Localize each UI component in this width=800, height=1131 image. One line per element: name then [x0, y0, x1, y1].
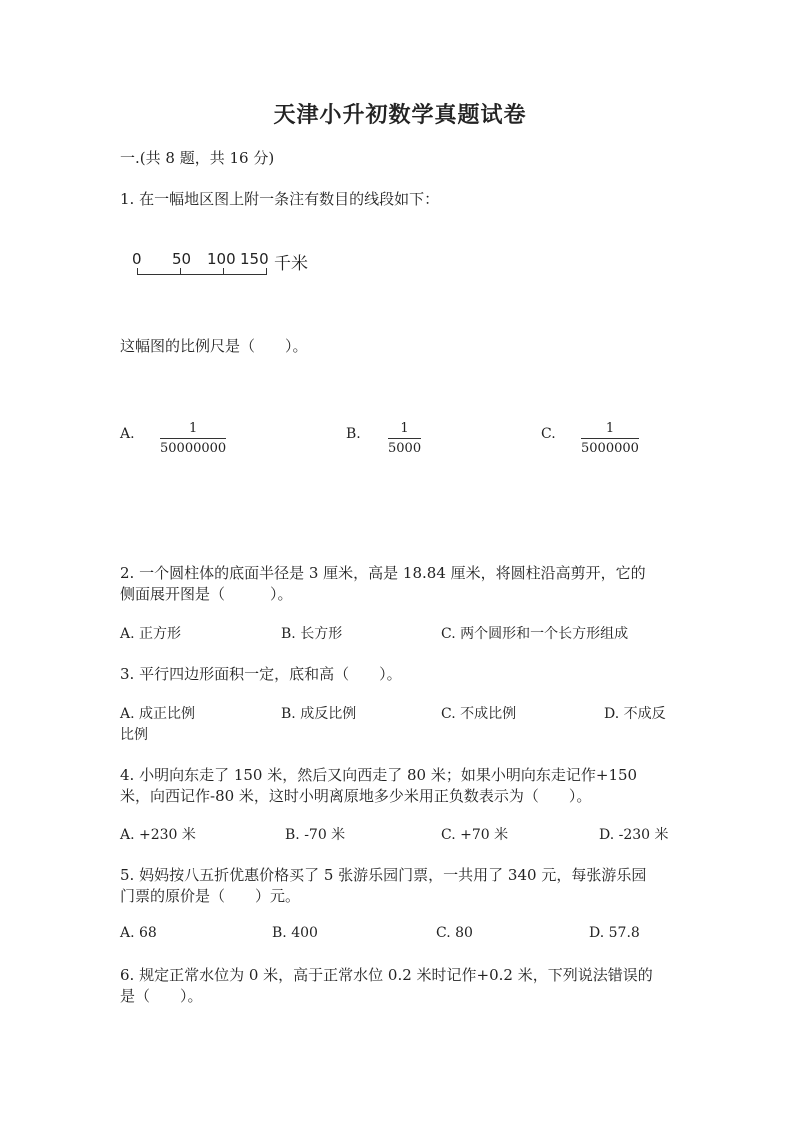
- question-1-ask: 这幅图的比例尺是（ ）。: [120, 337, 308, 355]
- q1-option-a-letter[interactable]: A.: [120, 426, 135, 442]
- numerator: 1: [400, 421, 409, 436]
- question-2-line-2: 侧面展开图是（ ）。: [120, 585, 293, 603]
- scale-label-150: 150: [240, 250, 269, 268]
- q5-option-b[interactable]: B. 400: [272, 925, 318, 941]
- scale-label-100: 100: [207, 250, 236, 268]
- scale-label-0: 0: [132, 250, 142, 268]
- question-3-stem: 3. 平行四边形面积一定，底和高（ ）。: [120, 665, 402, 683]
- denominator: 5000000: [581, 441, 639, 456]
- q3-option-d[interactable]: D. 不成反: [604, 706, 666, 722]
- scale-tick: [223, 268, 224, 274]
- q1-option-b-letter[interactable]: B.: [346, 426, 361, 442]
- scale-tick: [266, 268, 267, 274]
- q1-option-b-fraction[interactable]: [388, 421, 421, 456]
- q1-option-a-fraction[interactable]: [160, 421, 226, 456]
- scale-label-50: 50: [172, 250, 192, 268]
- q4-option-d[interactable]: D. -230 米: [599, 827, 669, 843]
- q3-option-d-wrap[interactable]: 比例: [120, 727, 148, 743]
- question-4-line-2: 米，向西记作-80 米，这时小明离原地多少米用正负数表示为（ ）。: [120, 787, 592, 805]
- q3-option-b[interactable]: B. 成反比例: [281, 706, 357, 722]
- q5-option-a[interactable]: A. 68: [120, 925, 157, 941]
- scale-unit: 千米: [274, 254, 308, 274]
- fraction-bar: [160, 438, 226, 439]
- q5-option-c[interactable]: C. 80: [436, 925, 473, 941]
- fraction-bar: [388, 438, 421, 439]
- q1-option-c-letter[interactable]: C.: [541, 426, 556, 442]
- question-6-line-1: 6. 规定正常水位为 0 米，高于正常水位 0.2 米时记作+0.2 米，下列说法错误的: [120, 966, 653, 984]
- section-heading: 一.(共 8 题，共 16 分): [120, 149, 275, 167]
- numerator: 1: [188, 421, 198, 436]
- question-2-line-1: 2. 一个圆柱体的底面半径是 3 厘米，高是 18.84 厘米，将圆柱沿高剪开，它的: [120, 564, 646, 582]
- denominator: 50000000: [160, 441, 227, 456]
- scale-line: [137, 274, 267, 275]
- question-5-line-1: 5. 妈妈按八五折优惠价格买了 5 张游乐园门票，一共用了 340 元，每张游乐园: [120, 866, 647, 884]
- q4-option-c[interactable]: C. +70 米: [441, 827, 509, 843]
- q5-option-d[interactable]: D. 57.8: [589, 925, 640, 941]
- q2-option-a[interactable]: A. 正方形: [120, 626, 182, 642]
- question-6-line-2: 是（ ）。: [120, 987, 203, 1005]
- page-title: 天津小升初数学真题试卷: [273, 102, 527, 128]
- fraction-bar: [581, 438, 639, 439]
- scale-tick: [137, 268, 138, 274]
- q2-option-c[interactable]: C. 两个圆形和一个长方形组成: [441, 626, 629, 642]
- denominator: 5000: [388, 441, 422, 456]
- q2-option-b[interactable]: B. 长方形: [281, 626, 343, 642]
- scale-tick: [180, 268, 181, 274]
- numerator: 1: [605, 421, 615, 436]
- q3-option-c[interactable]: C. 不成比例: [441, 706, 517, 722]
- q1-option-c-fraction[interactable]: [581, 421, 639, 456]
- question-1-stem: 1. 在一幅地区图上附一条注有数目的线段如下：: [120, 190, 440, 208]
- question-4-line-1: 4. 小明向东走了 150 米，然后又向西走了 80 米；如果小明向东走记作+150: [120, 766, 638, 784]
- q4-option-a[interactable]: A. +230 米: [120, 827, 196, 843]
- q4-option-b[interactable]: B. -70 米: [285, 827, 346, 843]
- question-5-line-2: 门票的原价是（ ）元。: [120, 887, 301, 905]
- q3-option-a[interactable]: A. 成正比例: [120, 706, 196, 722]
